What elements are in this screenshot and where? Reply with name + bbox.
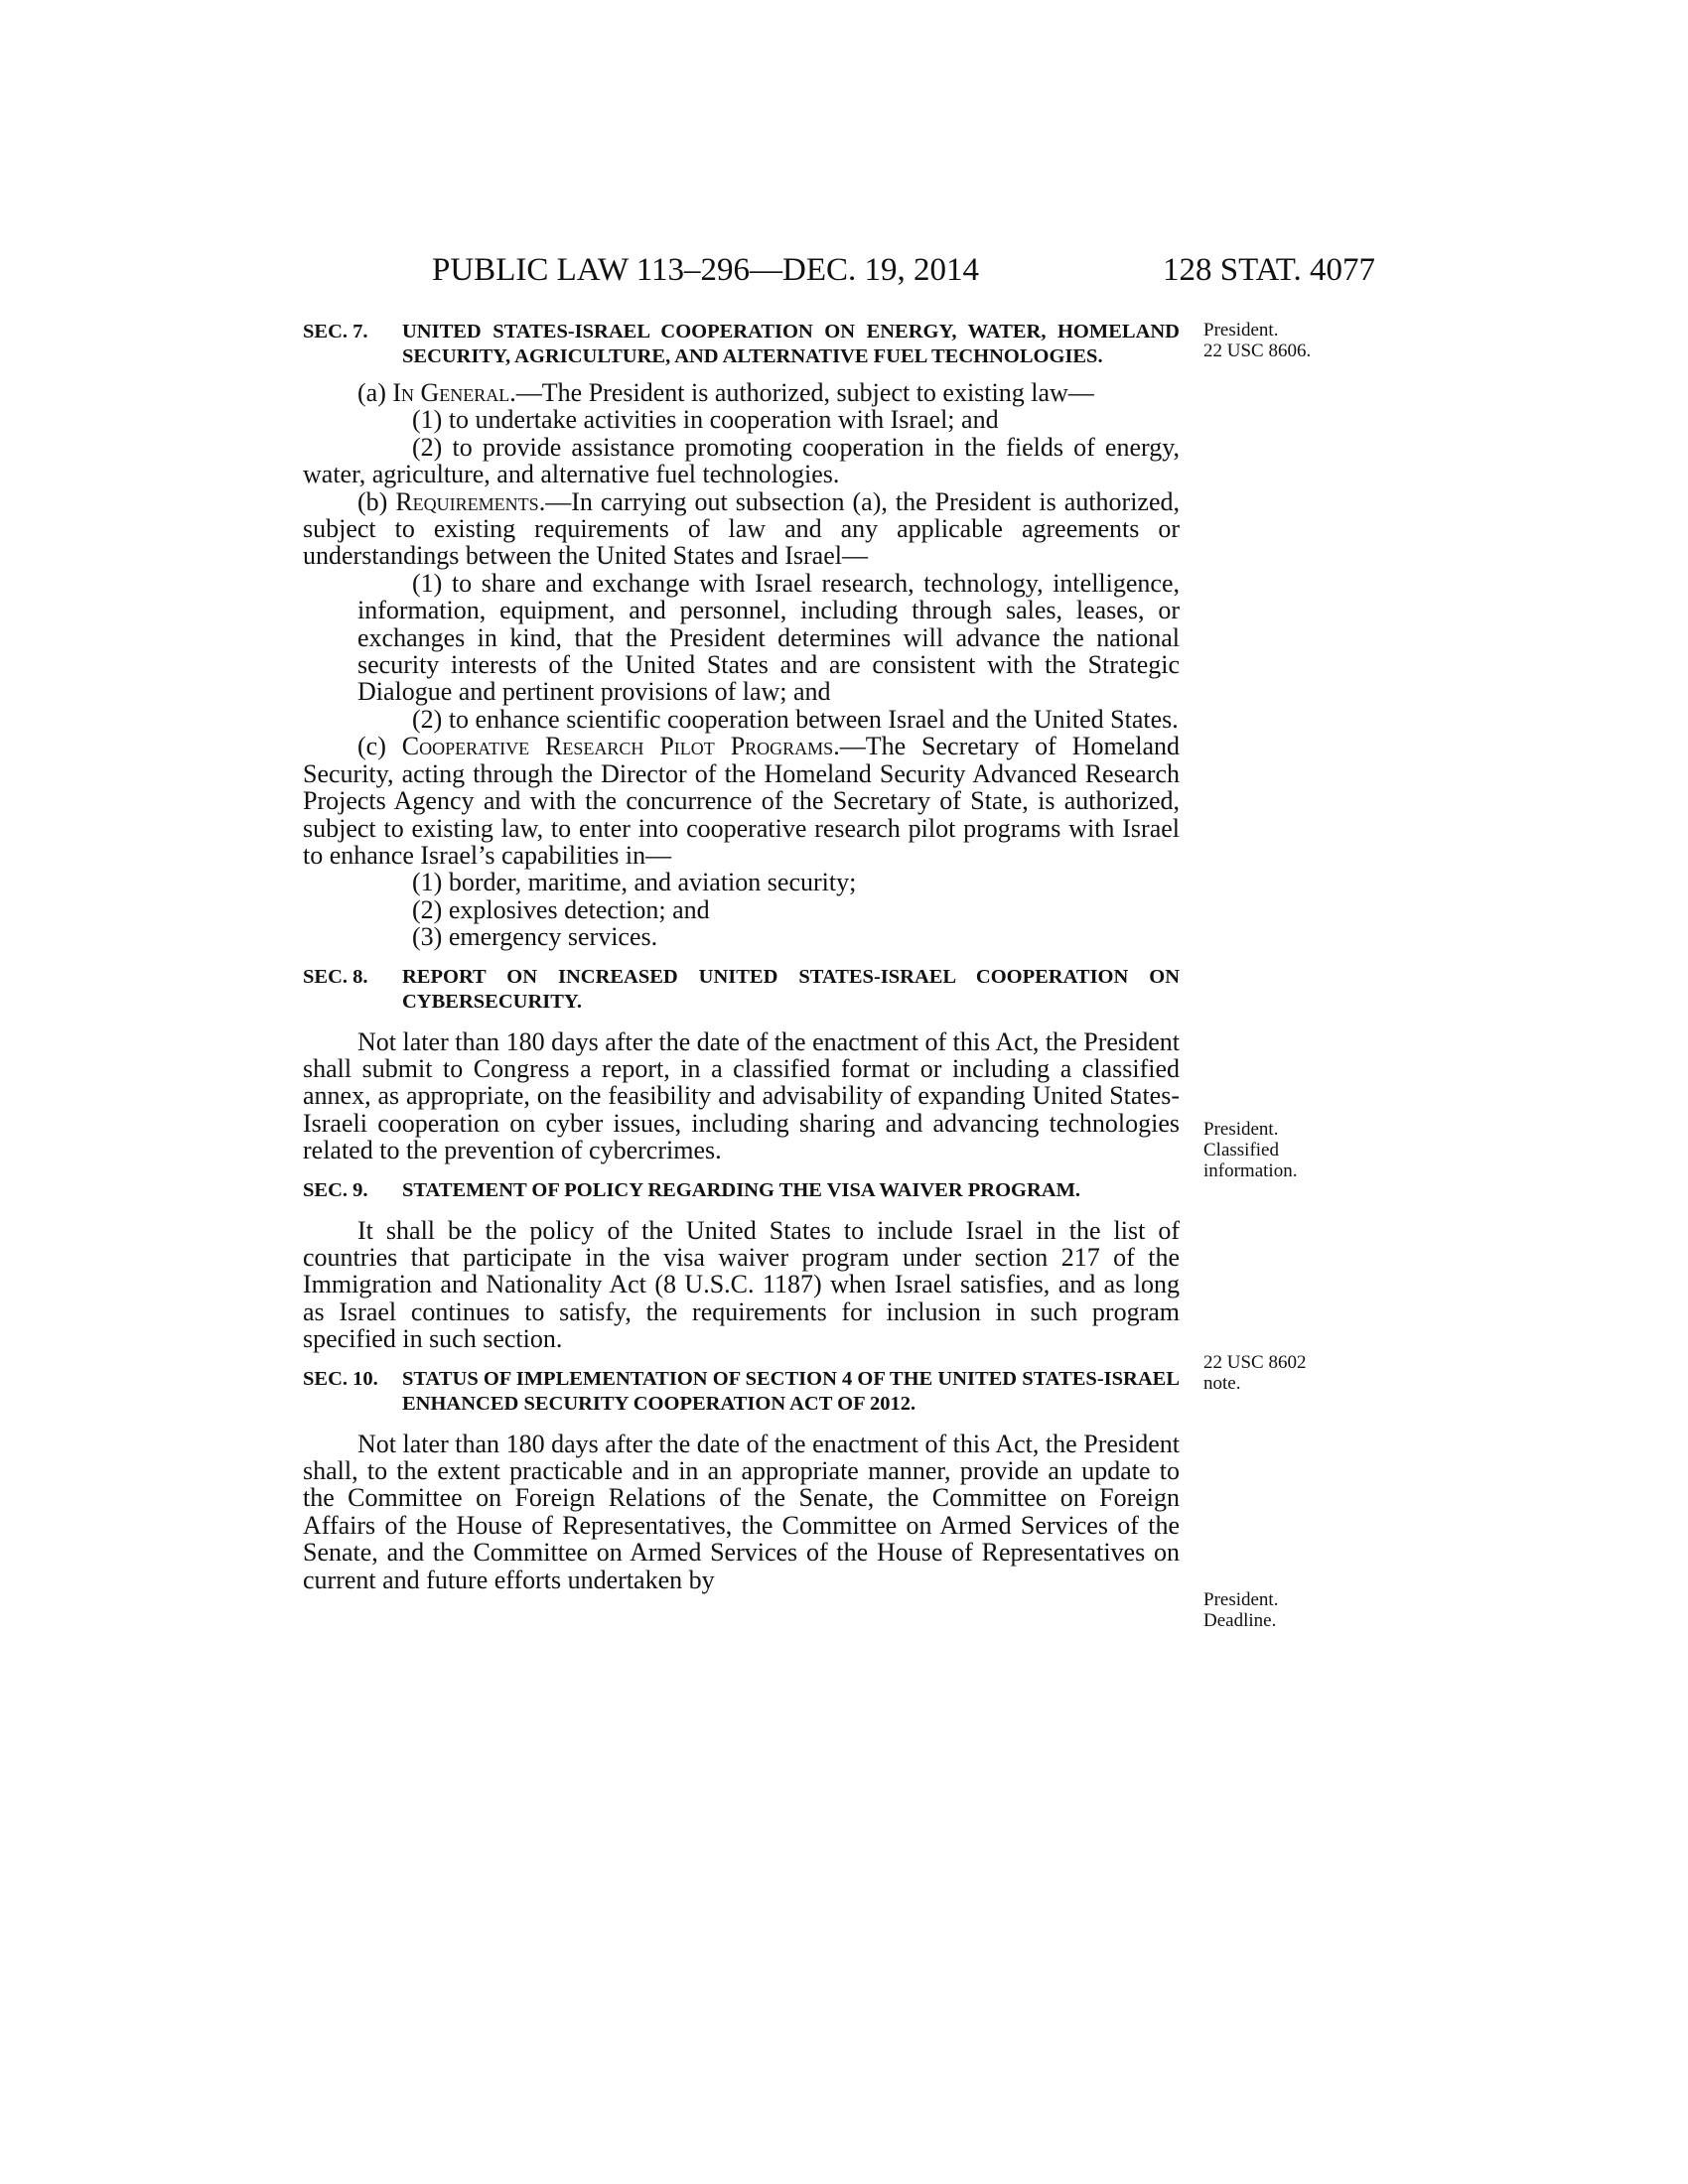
subsection-c: (c) Cooperative Research Pilot Programs.—The Secretary of Homeland Security, acting through the Director of the Homeland Security Advanced Research Projects Agency and with the concurrence of the Secretary of State, is authorized, subject to existing law, to enter into cooperative research pilot programs with Israel to enhance Israel’s capabilities in— (303, 732, 1181, 870)
section-number: SEC. 8. (303, 965, 368, 988)
paragraph-c3: (3) emergency services. (412, 922, 658, 952)
subsection-heading: In General (392, 378, 510, 407)
margin-note-line: 22 USC 8602 (1203, 1352, 1307, 1373)
paragraph-c2: (2) explosives detection; and (412, 894, 710, 924)
section-7-heading (303, 320, 1180, 369)
page-header (303, 250, 1375, 290)
paragraph-b1: (1) to share and exchange with Israel research, technology, intelligence, information, equipment, and personnel, including through sales, leases, or exchanges in kind, that the President determines will advance the national security interests of the United States and are consistent with the Strategic Dialogue and pertinent provisions of law; and (357, 568, 1180, 707)
page-stat-number: 128 STAT. 4077 (1162, 252, 1375, 288)
section-title: UNITED STATES-ISRAEL COOPERATION ON ENERGY, WATER, HOMELAND SECURITY, AGRICULTURE, AND ALTERNATIVE FUEL TECHNOLOGIES. (402, 321, 1180, 367)
margin-note-sec9 (1203, 1352, 1362, 1394)
margin-note-sec10 (1203, 1589, 1362, 1631)
section-10-body: Not later than 180 days after the date of the enactment of this Act, the President shall, to the extent practicable and in an appropriate manner, provide an update to the Committee on Foreign Relations of the Senate, the Committee on Foreign Affairs of the House of Representatives, the Committee on Armed Services of the Senate, and the Committee on Armed Services of the House of Representatives on current and future efforts undertaken by (303, 1429, 1180, 1594)
section-number: SEC. 10. (303, 1367, 378, 1390)
section-number: SEC. 7. (303, 321, 368, 342)
section-9-body: It shall be the policy of the United States to include Israel in the list of countries that participate in the visa waiver program under section 217 of the Immigration and Nationality Act (8 U.S.C. 1187) when Israel satisfies, and as long as Israel continues to satisfy, the requirements for inclusion in such program specified in such section. (303, 1215, 1180, 1354)
section-9-heading (303, 1178, 1180, 1203)
paragraph-a1: (1) to undertake activities in cooperation with Israel; and (412, 405, 999, 435)
section-title: STATEMENT OF POLICY REGARDING THE VISA WAIVER PROGRAM. (402, 1178, 1081, 1201)
section-10-heading (303, 1367, 1180, 1417)
margin-note-line: Deadline. (1203, 1610, 1277, 1631)
subsection-a: (a) In General.—The President is authorized, subject to existing law— (357, 378, 1094, 407)
section-8-heading (303, 965, 1180, 1015)
margin-note-line: President. (1203, 1589, 1279, 1610)
margin-note-line: 22 USC 8606. (1203, 341, 1312, 361)
section-8-body: Not later than 180 days after the date of the enactment of this Act, the President shall submit to Congress a report, in a classified format or including a classified annex, as appropriate, on the feasibility and advisability of expanding United States-Israeli cooperation on cyber issues, including sharing and advancing technologies related to the prevention of cybercrimes. (303, 1026, 1180, 1165)
margin-note-line: Classified (1203, 1140, 1279, 1160)
subsection-heading: Requirements (395, 486, 539, 516)
section-number: SEC. 9. (303, 1178, 368, 1201)
paragraph-a2: (2) to provide assistance promoting cooperation in the fields of energy, water, agriculture, and alternative fuel technologies. (303, 432, 1180, 489)
margin-note-sec8 (1203, 1119, 1362, 1181)
section-title: REPORT ON INCREASED UNITED STATES-ISRAEL COOPERATION ON CYBERSECURITY. (402, 965, 1180, 1013)
margin-note-line: President. (1203, 1119, 1279, 1140)
main-text-column (303, 320, 1180, 1593)
subsection-heading: Cooperative Research Pilot Programs (401, 732, 834, 761)
margin-note-line: note. (1203, 1373, 1241, 1394)
paragraph-b2: (2) to enhance scientific cooperation between Israel and the United States. (412, 704, 1179, 734)
margin-note-sec7 (1203, 320, 1362, 361)
margin-note-line: information. (1203, 1160, 1298, 1181)
margin-note-line: President. (1203, 320, 1279, 341)
subsection-b: (b) Requirements.—In carrying out subsection (a), the President is authorized, subject to existing requirements of law and any applicable agreements or understandings between the United States and Israel— (303, 486, 1181, 571)
running-head-title: PUBLIC LAW 113–296—DEC. 19, 2014 (432, 252, 980, 288)
paragraph-c1: (1) border, maritime, and aviation security; (412, 868, 857, 897)
section-title: STATUS OF IMPLEMENTATION OF SECTION 4 OF THE UNITED STATES-ISRAEL ENHANCED SECURITY COOPERATION ACT OF 2012. (402, 1367, 1180, 1415)
